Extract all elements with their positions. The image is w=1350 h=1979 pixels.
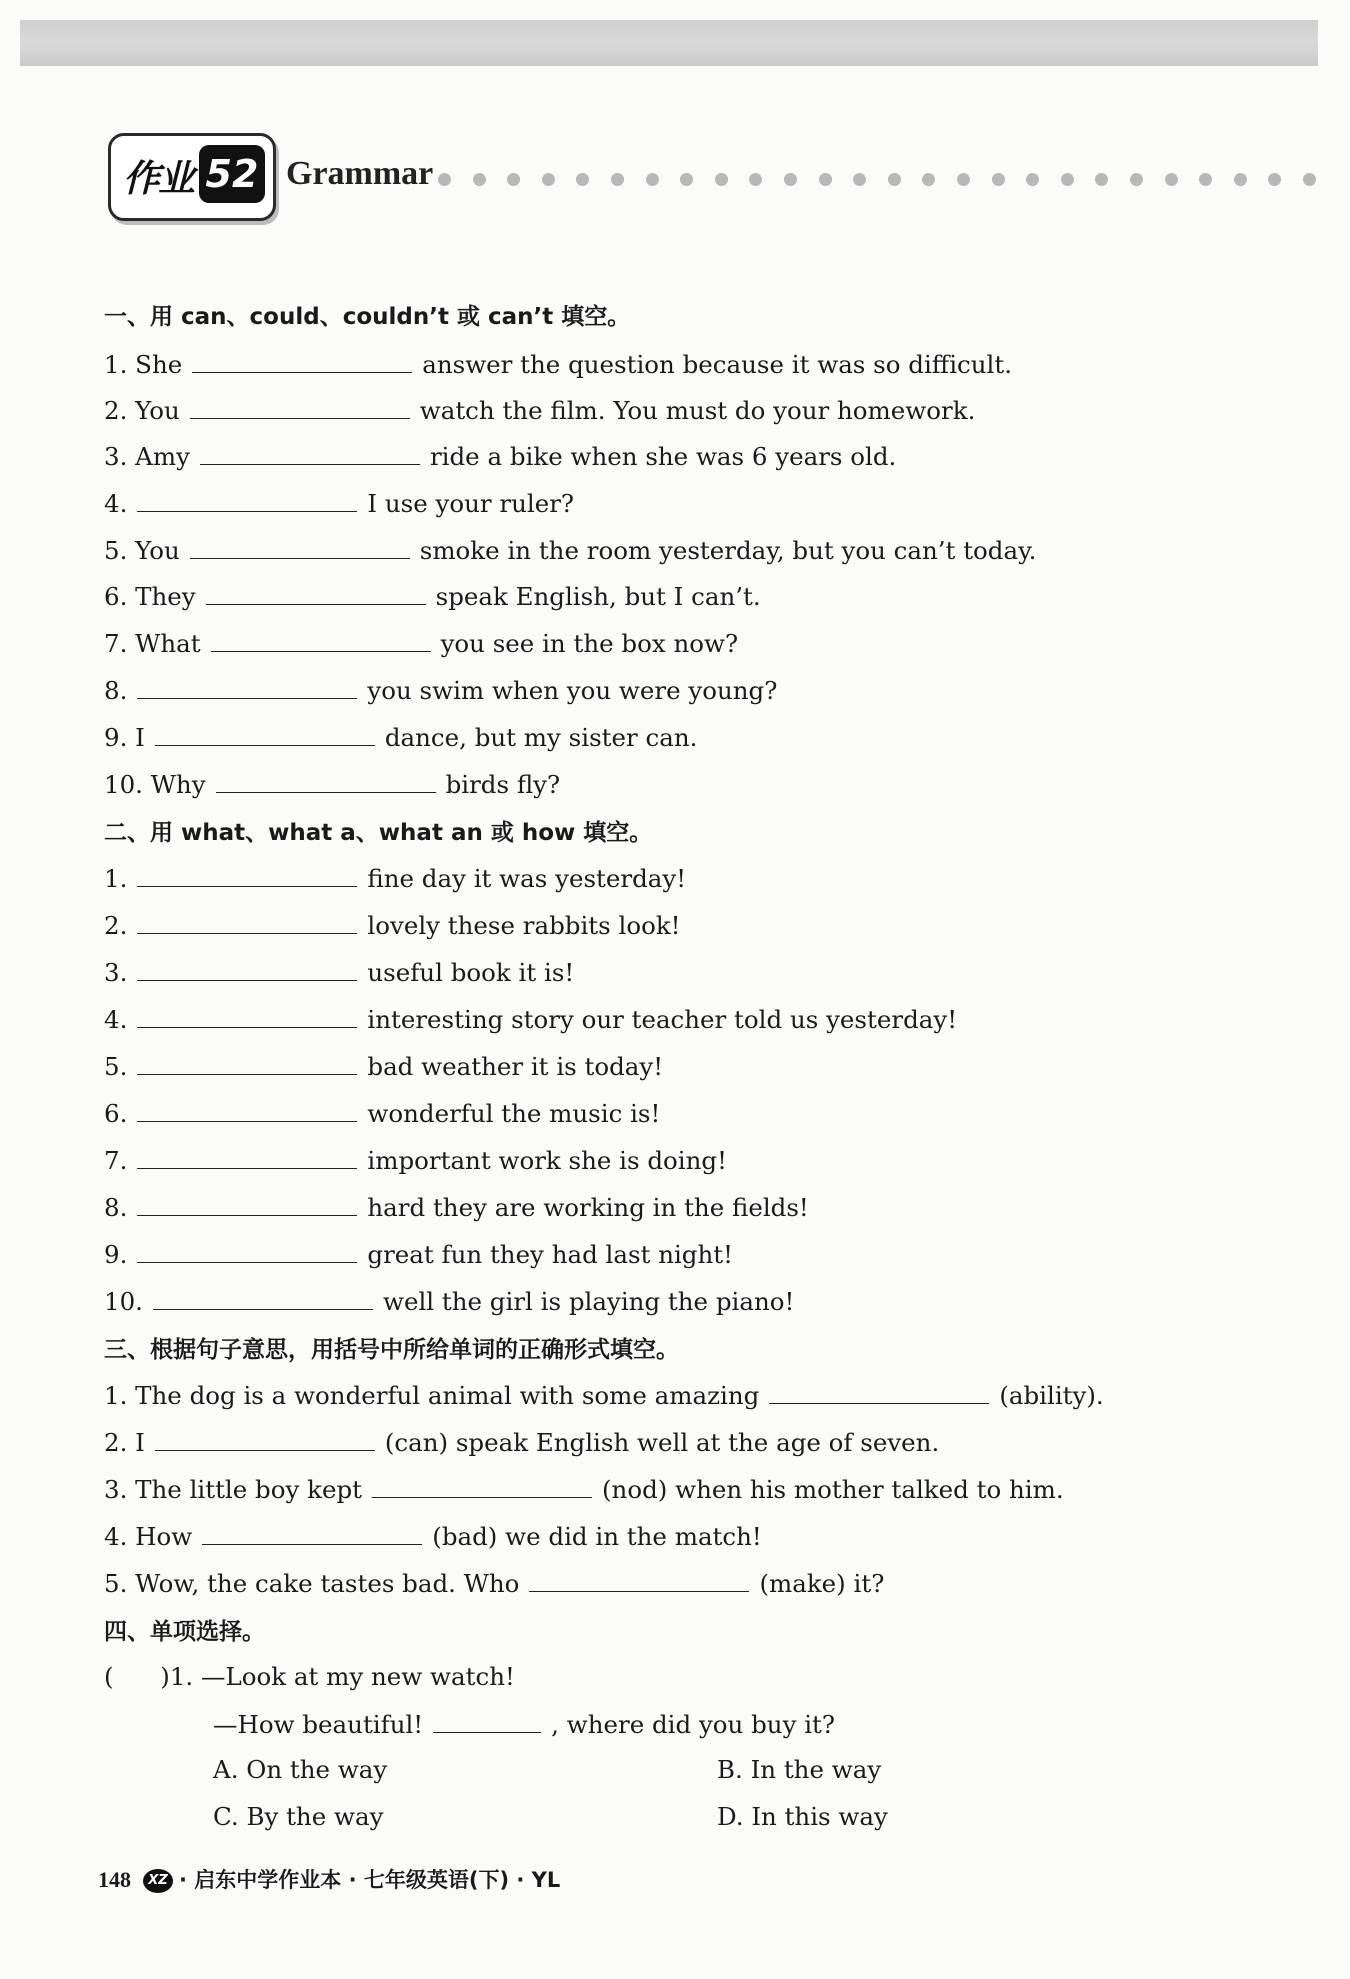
dot-icon	[957, 173, 970, 186]
dotted-rule	[438, 173, 1328, 189]
answer-blank[interactable]	[372, 1469, 592, 1498]
s3-q5	[104, 1563, 884, 1603]
answer-blank[interactable]	[137, 905, 357, 934]
q-prefix: 6. They	[104, 582, 196, 611]
badge-label: 作业	[123, 157, 193, 200]
s1-q1	[104, 344, 1012, 384]
section-1-title: 一、用 can、could、couldn’t 或 can’t 填空。	[104, 304, 631, 330]
dot-icon	[853, 173, 866, 186]
answer-blank[interactable]	[155, 717, 375, 746]
q-text: , where did you buy it?	[551, 1710, 836, 1739]
q-text: ride a bike when she was 6 years old.	[429, 442, 897, 471]
q-text: useful book it is!	[367, 958, 575, 987]
dot-icon	[715, 173, 728, 186]
q-text: smoke in the room yesterday, but you can’t today.	[419, 536, 1037, 565]
answer-blank[interactable]	[529, 1563, 749, 1592]
q-text: answer the question because it was so difficult.	[422, 350, 1013, 379]
s1-q6	[104, 576, 761, 616]
answer-blank[interactable]	[153, 1281, 373, 1310]
q-prefix: 6.	[104, 1099, 128, 1128]
s1-q2	[104, 390, 975, 430]
option-a[interactable]: A. On the way	[213, 1755, 388, 1784]
dot-icon	[542, 173, 555, 186]
q-text: (nod) when his mother talked to him.	[602, 1475, 1064, 1504]
assignment-badge	[108, 133, 276, 221]
dot-icon	[1026, 173, 1039, 186]
section-3-title: 三、根据句子意思，用括号中所给单词的正确形式填空。	[104, 1337, 679, 1363]
s2-q2	[104, 905, 681, 945]
answer-blank[interactable]	[190, 390, 410, 419]
s2-q7	[104, 1140, 727, 1180]
q-prefix: 10. Why	[104, 770, 206, 799]
dot-icon	[611, 173, 624, 186]
q-text: wonderful the music is!	[367, 1099, 661, 1128]
q-text: speak English, but I can’t.	[435, 582, 761, 611]
q-prefix: 5. You	[104, 536, 180, 565]
q-prefix: 8.	[104, 1193, 128, 1222]
s1-q5	[104, 530, 1036, 570]
s2-q8	[104, 1187, 809, 1227]
option-c[interactable]: C. By the way	[213, 1802, 384, 1831]
answer-blank[interactable]	[137, 1234, 357, 1263]
dot-icon	[1234, 173, 1247, 186]
q-prefix: 4.	[104, 1005, 128, 1034]
option-d[interactable]: D. In this way	[717, 1802, 888, 1831]
answer-blank[interactable]	[433, 1704, 541, 1733]
s2-q10	[104, 1281, 794, 1321]
q-prefix: 5.	[104, 1052, 128, 1081]
dot-icon	[1165, 173, 1178, 186]
answer-blank[interactable]	[192, 344, 412, 373]
q-prefix: 2.	[104, 911, 128, 940]
q-text: (ability).	[999, 1381, 1104, 1410]
section-2-title: 二、用 what、what a、what an 或 how 填空。	[104, 820, 653, 846]
q-prefix: 9. I	[104, 723, 145, 752]
answer-blank[interactable]	[137, 1187, 357, 1216]
answer-blank[interactable]	[190, 530, 410, 559]
dot-icon	[1199, 173, 1212, 186]
q-text: important work she is doing!	[367, 1146, 727, 1175]
s2-q6	[104, 1093, 660, 1133]
q-prefix: 8.	[104, 676, 128, 705]
s1-q7	[104, 623, 738, 663]
q-text: birds fly?	[445, 770, 561, 799]
q-text: you see in the box now?	[440, 629, 739, 658]
dot-icon	[646, 173, 659, 186]
s1-q10	[104, 764, 560, 804]
q-text: interesting story our teacher told us yesterday!	[367, 1005, 958, 1034]
q-text: (can) speak English well at the age of seven.	[384, 1428, 940, 1457]
dot-icon	[473, 173, 486, 186]
section-4-title: 四、单项选择。	[104, 1619, 265, 1645]
q-prefix: 4. How	[104, 1522, 193, 1551]
q-prefix: 2. You	[104, 396, 180, 425]
publisher-logo-icon: XZ	[143, 1869, 173, 1893]
s2-q9	[104, 1234, 733, 1274]
answer-blank[interactable]	[206, 576, 426, 605]
dot-icon	[438, 173, 451, 186]
q-text: (bad) we did in the match!	[432, 1522, 762, 1551]
s1-q4	[104, 483, 574, 523]
dot-icon	[1061, 173, 1074, 186]
q-text: watch the film. You must do your homework.	[419, 396, 976, 425]
q-prefix: 3. Amy	[104, 442, 190, 471]
q-prefix: —How beautiful!	[213, 1710, 424, 1739]
answer-paren[interactable]: ( )	[104, 1662, 170, 1691]
s2-q1	[104, 858, 686, 898]
s2-q5	[104, 1046, 663, 1086]
answer-blank[interactable]	[769, 1375, 989, 1404]
q-text: dance, but my sister can.	[384, 723, 698, 752]
dot-icon	[1268, 173, 1281, 186]
s4-q1	[104, 1657, 515, 1697]
answer-blank[interactable]	[216, 764, 436, 793]
q-prefix: 7. What	[104, 629, 201, 658]
q-text: you swim when you were young?	[367, 676, 778, 705]
s3-q2	[104, 1422, 939, 1462]
top-banner	[20, 20, 1318, 66]
page-title: Grammar	[286, 155, 434, 192]
dot-icon	[576, 173, 589, 186]
dot-icon	[922, 173, 935, 186]
answer-blank[interactable]	[137, 1093, 357, 1122]
q-text: lovely these rabbits look!	[367, 911, 681, 940]
dot-icon	[749, 173, 762, 186]
s1-q3	[104, 436, 896, 476]
page-footer	[98, 1860, 560, 1900]
q-prefix: 4.	[104, 489, 128, 518]
answer-blank[interactable]	[211, 623, 431, 652]
s1-q8	[104, 670, 777, 710]
q-prefix: 2. I	[104, 1428, 145, 1457]
s3-q1	[104, 1375, 1104, 1415]
q-prefix: 1. The dog is a wonderful animal with some amazing	[104, 1381, 760, 1410]
q-prefix: 3.	[104, 958, 128, 987]
answer-blank[interactable]	[137, 483, 357, 512]
q-prefix: 5. Wow, the cake tastes bad. Who	[104, 1569, 520, 1598]
dot-icon	[819, 173, 832, 186]
q-text: 1. —Look at my new watch!	[169, 1662, 515, 1691]
answer-blank[interactable]	[137, 952, 357, 981]
answer-blank[interactable]	[137, 1140, 357, 1169]
answer-blank[interactable]	[137, 670, 357, 699]
dot-icon	[1130, 173, 1143, 186]
q-prefix: 7.	[104, 1146, 128, 1175]
q-text: (make) it?	[759, 1569, 885, 1598]
s4-q1-line2	[213, 1704, 835, 1744]
dot-icon	[992, 173, 1005, 186]
q-prefix: 1. She	[104, 350, 183, 379]
s1-q9	[104, 717, 697, 757]
page-number: 148	[98, 1867, 131, 1892]
answer-blank[interactable]	[137, 1046, 357, 1075]
s2-q4	[104, 999, 957, 1039]
q-text: bad weather it is today!	[367, 1052, 664, 1081]
dot-icon	[1303, 173, 1316, 186]
dot-icon	[1095, 173, 1108, 186]
q-prefix: 10.	[104, 1287, 143, 1316]
dot-icon	[680, 173, 693, 186]
dot-icon	[784, 173, 797, 186]
badge-number: 52	[199, 145, 265, 203]
q-text: great fun they had last night!	[367, 1240, 733, 1269]
q-text: hard they are working in the fields!	[367, 1193, 809, 1222]
s3-q3	[104, 1469, 1064, 1509]
s3-q4	[104, 1516, 762, 1556]
answer-blank[interactable]	[137, 999, 357, 1028]
q-text: fine day it was yesterday!	[367, 864, 687, 893]
q-text: well the girl is playing the piano!	[382, 1287, 795, 1316]
q-prefix: 9.	[104, 1240, 128, 1269]
answer-blank[interactable]	[155, 1422, 375, 1451]
q-text: I use your ruler?	[367, 489, 575, 518]
book-title: · 启东中学作业本 · 七年级英语(下) · YL	[179, 1868, 561, 1892]
answer-blank[interactable]	[200, 436, 420, 465]
answer-blank[interactable]	[202, 1516, 422, 1545]
q-prefix: 1.	[104, 864, 128, 893]
answer-blank[interactable]	[137, 858, 357, 887]
dot-icon	[888, 173, 901, 186]
q-prefix: 3. The little boy kept	[104, 1475, 362, 1504]
s2-q3	[104, 952, 574, 992]
dot-icon	[507, 173, 520, 186]
option-b[interactable]: B. In the way	[717, 1755, 882, 1784]
